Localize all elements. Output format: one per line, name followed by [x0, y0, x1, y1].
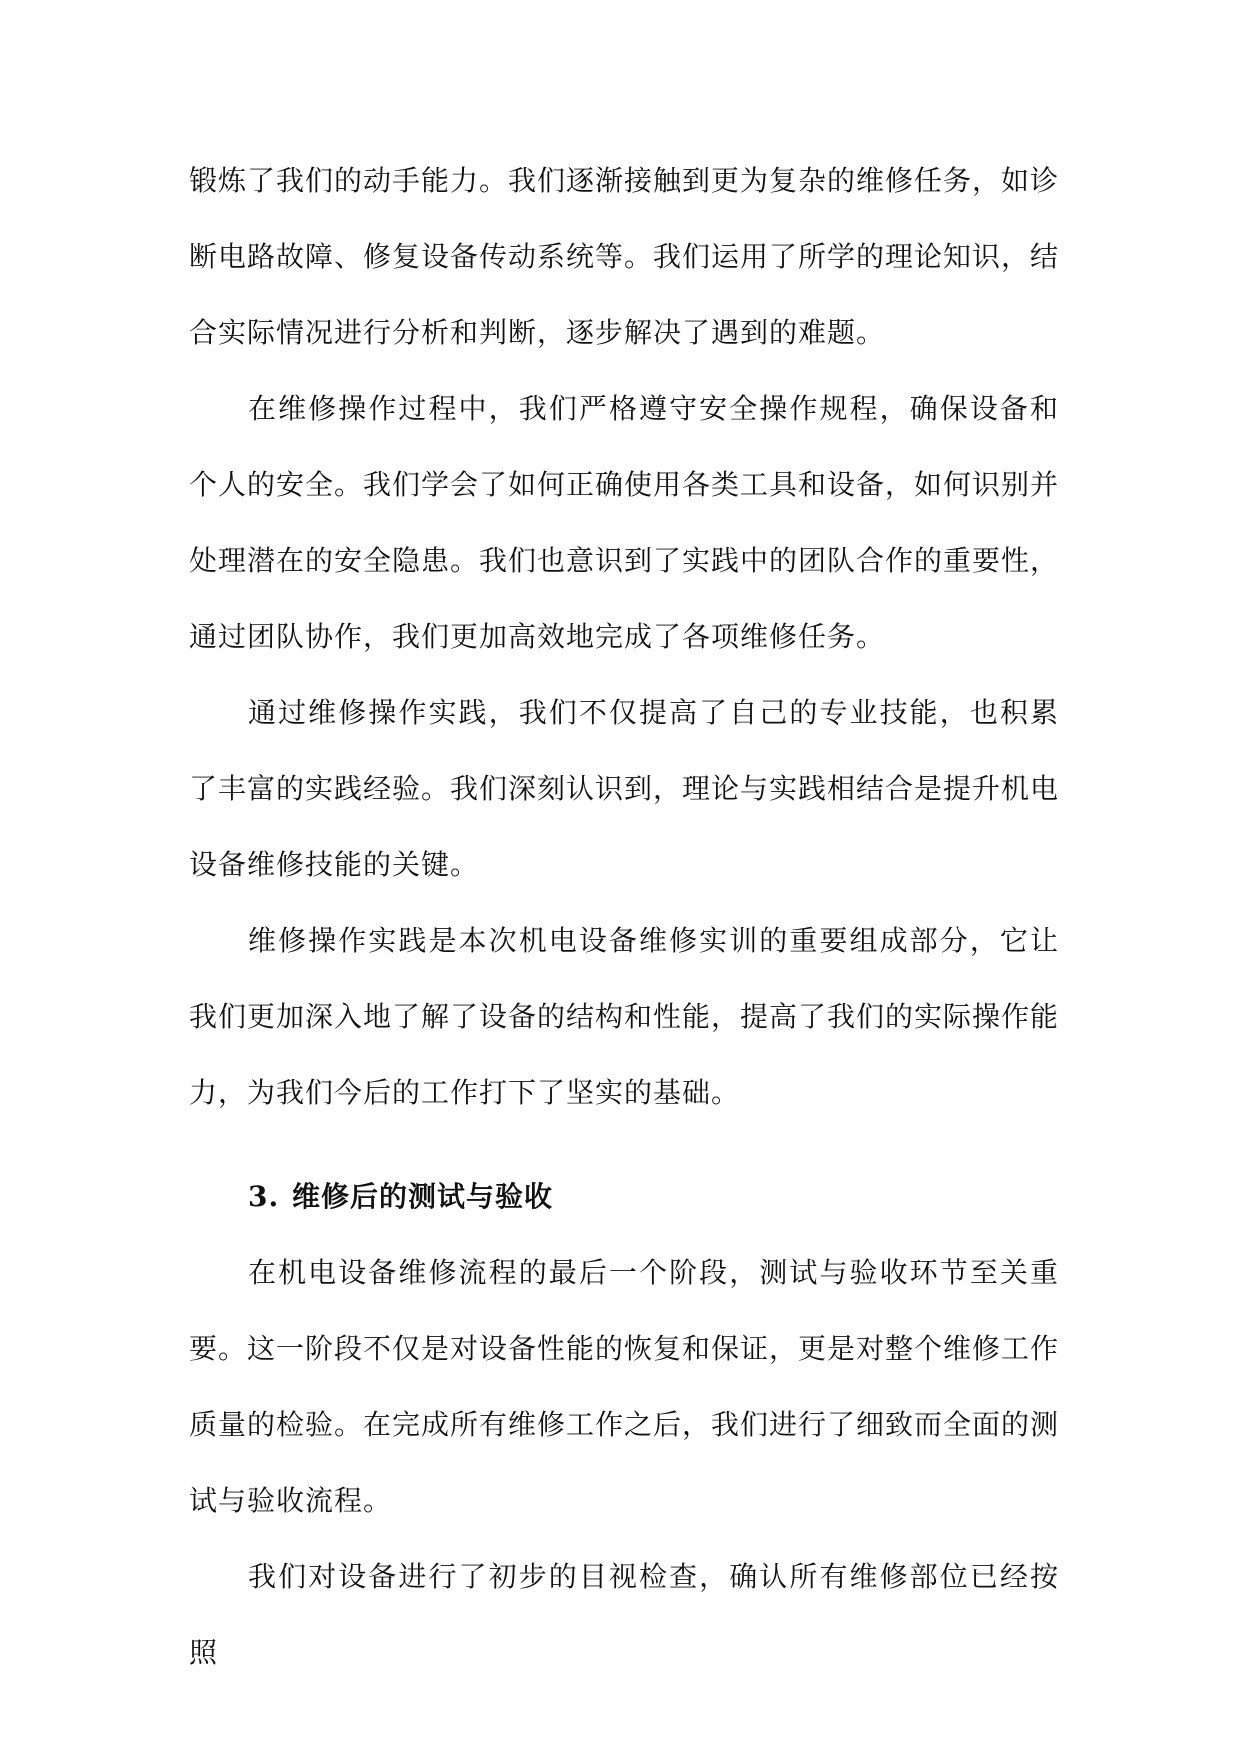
paragraph-5: 在机电设备维修流程的最后一个阶段，测试与验收环节至关重要。这一阶段不仅是对设备性能的恢复和保证，更是对整个维修工作质量的检验。在完成所有维修工作之后，我们进行了细致而全面的测试与验收流程。	[189, 1256, 1060, 1517]
paragraph-3: 通过维修操作实践，我们不仅提高了自己的专业技能，也积累了丰富的实践经验。我们深刻认识到，理论与实践相结合是提升机电设备维修技能的关键。	[189, 696, 1060, 881]
paragraph-1: 锻炼了我们的动手能力。我们逐渐接触到更为复杂的维修任务，如诊断电路故障、修复设备传动系统等。我们运用了所学的理论知识，结合实际情况进行分析和判断，逐步解决了遇到的难题。	[189, 164, 1060, 349]
document-body	[189, 143, 1059, 1691]
section-number: 3.	[248, 1180, 280, 1213]
paragraph-2: 在维修操作过程中，我们严格遵守安全操作规程，确保设备和个人的安全。我们学会了如何正确使用各类工具和设备，如何识别并处理潜在的安全隐患。我们也意识到了实践中的团队合作的重要性，通过团队协作，我们更加高效地完成了各项维修任务。	[189, 392, 1060, 653]
section-title: 维修后的测试与验收	[292, 1180, 554, 1213]
section-heading	[189, 1159, 1059, 1235]
paragraph-4: 维修操作实践是本次机电设备维修实训的重要组成部分，它让我们更加深入地了解了设备的结构和性能，提高了我们的实际操作能力，为我们今后的工作打下了坚实的基础。	[189, 924, 1060, 1109]
paragraph-6: 我们对设备进行了初步的目视检查，确认所有维修部位已经按照	[189, 1560, 1059, 1669]
